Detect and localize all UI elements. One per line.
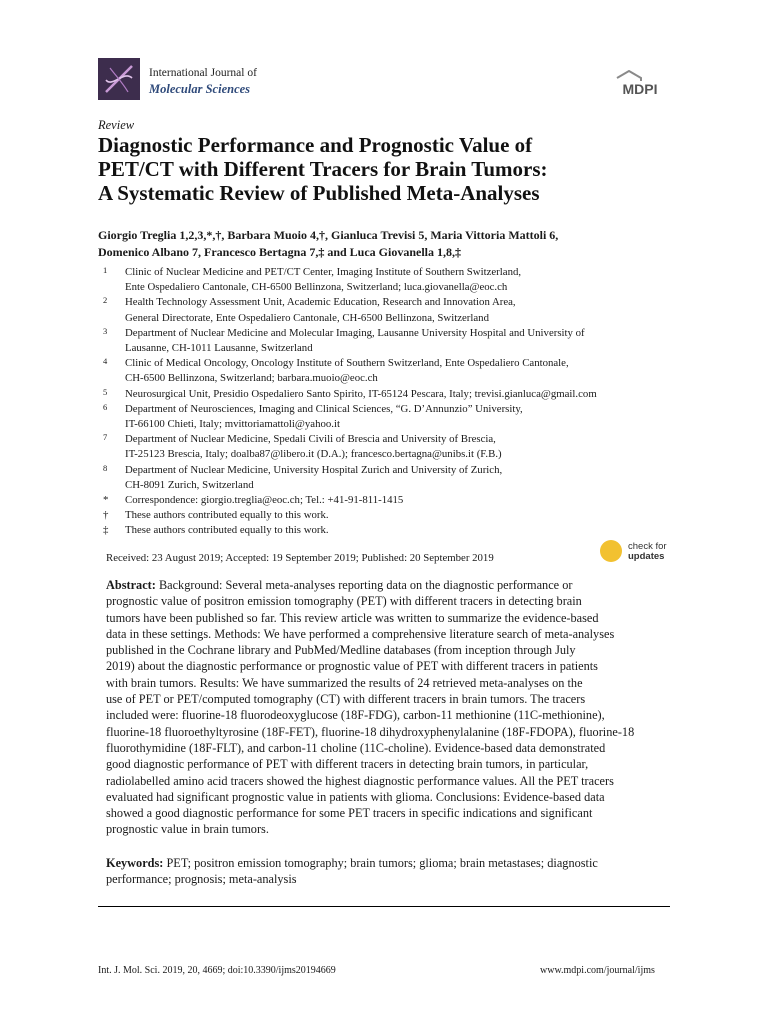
affiliation-line: Neurosurgical Unit, Presidio Ospedaliero Santo Spirito, IT-65124 Pescara, Italy; trevisi.gianluca@gmail.com (125, 387, 597, 400)
keywords-text: PET; positron emission tomography; brain tumors; glioma; brain metastases; diagnostic (166, 856, 598, 870)
affiliation-line: Lausanne, CH-1011 Lausanne, Switzerland (125, 342, 313, 355)
check-updates-line1: check for (628, 541, 667, 552)
affiliation-item (103, 463, 683, 493)
affiliation-item (103, 493, 683, 508)
affiliation-line: CH-8091 Zurich, Switzerland (125, 478, 254, 491)
affiliation-item (103, 326, 683, 356)
affiliation-item (103, 356, 683, 386)
mdpi-logo-text: MDPI (622, 81, 658, 97)
abstract-line: published in the Cochrane library and PubMed/Medline databases (from inception through July (106, 643, 576, 658)
affiliation-line: Department of Nuclear Medicine and Molecular Imaging, Lausanne University Hospital and University of (125, 326, 585, 339)
affiliation-line: Clinic of Medical Oncology, Oncology Institute of Southern Switzerland, Ente Ospedaliero Cantonale, (125, 357, 569, 370)
journal-name-line2: Molecular Sciences (149, 82, 251, 96)
affiliation-line: These authors contributed equally to this work. (125, 524, 329, 537)
affiliation-line: IT-25123 Brescia, Italy; doalba87@libero.it (D.A.); francesco.bertagna@unibs.it (F.B.) (125, 448, 502, 461)
affiliation-mark: ‡ (103, 524, 109, 537)
affiliations (103, 265, 683, 539)
author-line: Giorgio Treglia 1,2,3,*,†, Barbara Muoio 4,†, Gianluca Trevisi 5, Maria Vittoria Mattoli 6, (98, 228, 559, 242)
check-updates-line2: updates (628, 551, 665, 562)
article-type: Review (98, 118, 135, 132)
keywords-line: performance; prognosis; meta-analysis (106, 872, 297, 887)
affiliation-line: Department of Neurosciences, Imaging and Clinical Sciences, “G. D’Annunzio” University, (125, 402, 523, 415)
affiliation-item (103, 295, 683, 325)
journal-name-line1: International Journal of (149, 67, 257, 79)
journal-logo (98, 58, 140, 100)
affiliation-line: CH-6500 Bellinzona, Switzerland; barbara.muoio@eoc.ch (125, 372, 378, 385)
title-line: A Systematic Review of Published Meta-Analyses (98, 181, 540, 205)
affiliation-line: Department of Nuclear Medicine, University Hospital Zurich and University of Zurich, (125, 463, 503, 476)
abstract-line: prognostic value in brain tumors. (106, 822, 269, 837)
abstract-line: 2019) about the diagnostic performance or prognostic value of PET with different tracers in patients (106, 659, 598, 674)
affiliation-line: IT-66100 Chieti, Italy; mvittoriamattoli@yahoo.it (125, 418, 340, 431)
affiliation-item (103, 402, 683, 432)
affiliation-mark: 8 (103, 462, 108, 473)
keywords (106, 855, 670, 888)
affiliation-line: These authors contributed equally to this work. (125, 509, 329, 522)
abstract-label: Abstract: (106, 578, 156, 592)
abstract-line: good diagnostic performance of PET with different tracers in detecting brain tumors, in particular, (106, 757, 589, 772)
affiliation-line: Correspondence: giorgio.treglia@eoc.ch; Tel.: +41-91-811-1415 (125, 494, 404, 507)
affiliation-item (103, 387, 683, 402)
abstract-line: fluorothymidine (18F-FLT), and carbon-11 choline (11C-choline). Evidence-based data demonstrated (106, 740, 606, 755)
abstract (106, 577, 670, 838)
abstract-line: with brain tumors. Results: We have summarized the results of 24 retrieved meta-analyses on the (106, 675, 583, 690)
affiliation-mark: 6 (103, 401, 108, 412)
abstract-line: showed a good diagnostic performance for some PET tracers in specific indications and significant (106, 806, 593, 821)
abstract-line: use of PET or PET/computed tomography (CT) with different tracers in brain tumors. The tracers (106, 692, 586, 707)
abstract-text: Background: Several meta-analyses reporting data on the diagnostic performance or (158, 578, 573, 592)
divider (98, 906, 670, 907)
affiliation-item (103, 432, 683, 462)
publication-dates: Received: 23 August 2019; Accepted: 19 September 2019; Published: 20 September 2019 (106, 552, 494, 564)
keywords-line (106, 855, 670, 871)
affiliation-mark: 1 (103, 265, 108, 275)
affiliation-mark: † (103, 509, 109, 522)
check-updates-icon (600, 540, 622, 562)
abstract-line: data in these settings. Methods: We have performed a comprehensive literature search of meta-analyses (106, 626, 615, 641)
abstract-line: prognostic value of positron emission tomography (PET) with different tracers in detecting brain (106, 594, 582, 609)
abstract-line: fluorine-18 fluoroethyltyrosine (18F-FET), fluorine-18 dihydroxyphenylalanine (18F-FDOPA), fluorine-18 (106, 724, 635, 739)
check-for-updates-badge[interactable] (600, 539, 672, 565)
affiliation-item (103, 265, 683, 295)
affiliation-item (103, 508, 683, 523)
affiliation-mark: 4 (103, 356, 108, 367)
title-line: PET/CT with Different Tracers for Brain Tumors: (98, 157, 548, 181)
affiliation-line: Clinic of Nuclear Medicine and PET/CT Center, Imaging Institute of Southern Switzerland, (125, 266, 522, 278)
affiliation-mark: 2 (103, 295, 108, 306)
abstract-line-first (106, 577, 670, 593)
affiliation-mark: 3 (103, 325, 108, 336)
mdpi-logo (613, 70, 667, 100)
citation: Int. J. Mol. Sci. 2019, 20, 4669; doi:10.3390/ijms20194669 (98, 965, 336, 976)
abstract-line: evaluated had significant prognostic value in patients with glioma. Conclusions: Evidence-based data (106, 789, 605, 804)
affiliation-item (103, 523, 683, 538)
author-line: Domenico Albano 7, Francesco Bertagna 7,‡ and Luca Giovanella 1,8,‡ (98, 245, 461, 259)
abstract-line: tumors have been published so far. This review article was written to summarize the evidence-based (106, 610, 599, 625)
affiliation-mark: 7 (103, 432, 108, 443)
affiliation-line: Ente Ospedaliero Cantonale, CH-6500 Bellinzona, Switzerland; luca.giovanella@eoc.ch (125, 281, 508, 294)
journal-url[interactable]: www.mdpi.com/journal/ijms (540, 965, 655, 976)
keywords-label: Keywords: (106, 856, 164, 870)
title-line: Diagnostic Performance and Prognostic Value of (98, 133, 533, 157)
article-title (98, 133, 678, 205)
author-list (98, 227, 678, 261)
affiliation-line: Department of Nuclear Medicine, Spedali Civili of Brescia and University of Brescia, (125, 433, 496, 446)
affiliation-mark: * (103, 494, 109, 507)
affiliation-line: General Directorate, Ente Ospedaliero Cantonale, CH-6500 Bellinzona, Switzerland (125, 311, 489, 324)
affiliation-line: Health Technology Assessment Unit, Academic Education, Research and Innovation Area, (125, 296, 516, 309)
affiliation-mark: 5 (103, 386, 108, 397)
abstract-line: radiolabelled amino acid tracers showed the highest diagnostic performance values. All the PET tracers (106, 773, 614, 788)
abstract-line: included were: fluorine-18 fluorodeoxyglucose (18F-FDG), carbon-11 methionine (11C-methionine), (106, 708, 605, 723)
